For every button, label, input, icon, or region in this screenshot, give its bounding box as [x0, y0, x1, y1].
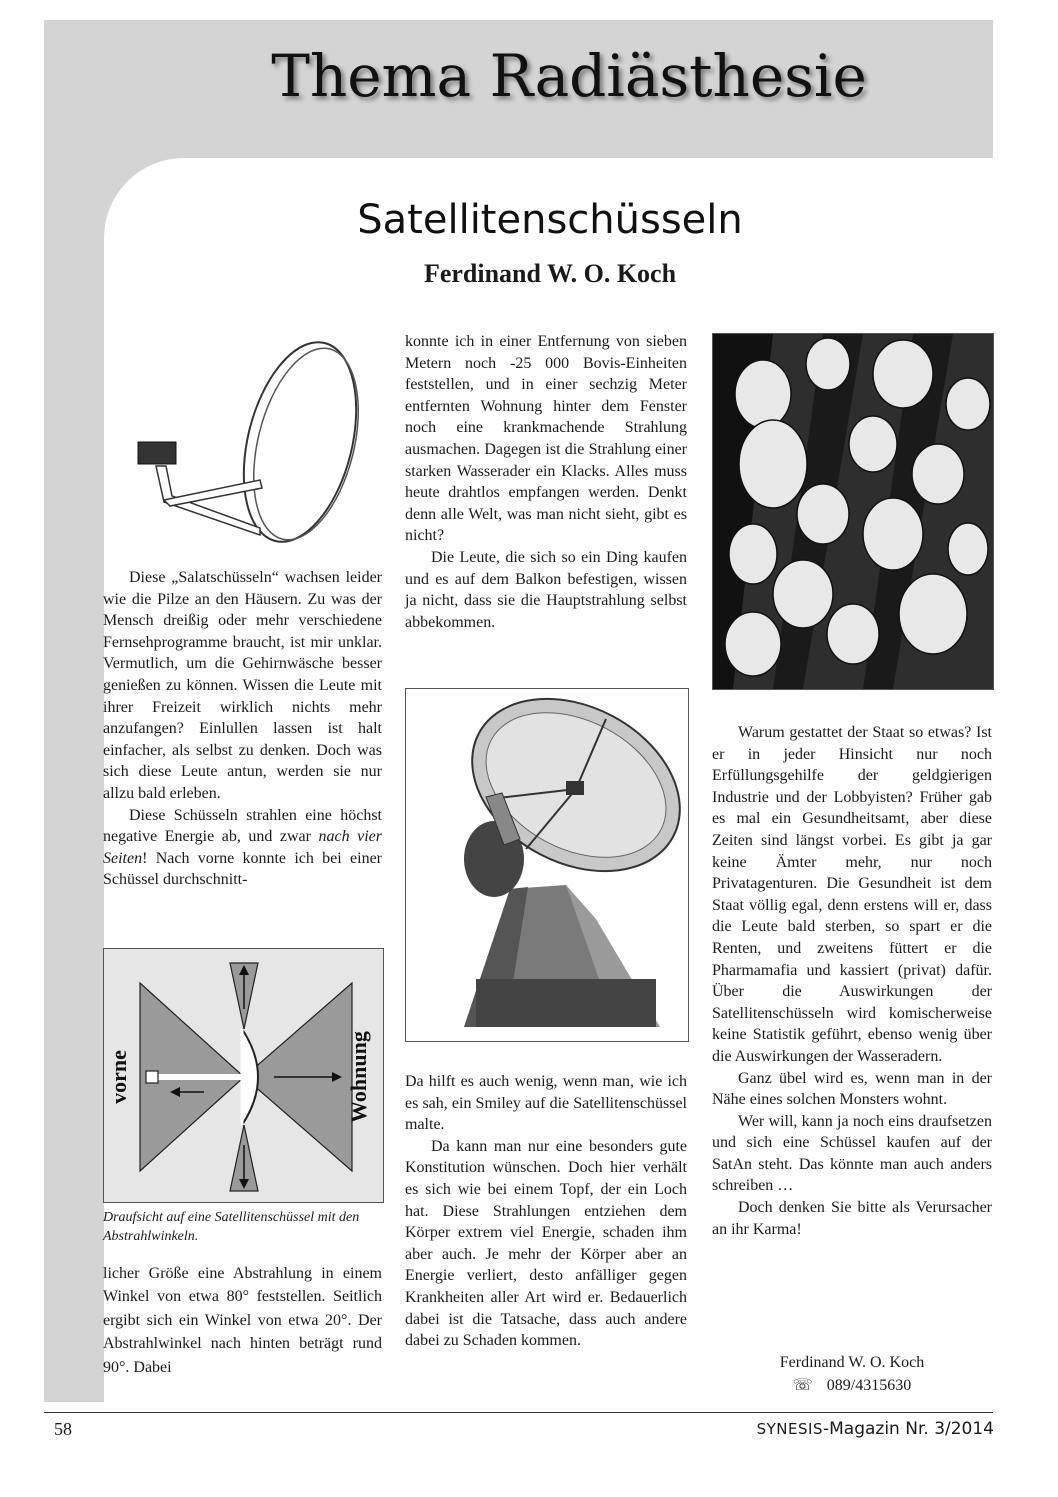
signature [712, 1352, 992, 1397]
section-title: Thema Radiästhesie [271, 42, 867, 110]
paragraph: Da hilft es auch wenig, wenn man, wie ich es sah, ein Smiley auf die Satellitenschüssel malte. [405, 1073, 687, 1134]
signature-name: Ferdinand W. O. Koch [779, 1354, 925, 1371]
many-dishes-photo [712, 333, 994, 690]
side-band [44, 20, 104, 1402]
diagram-caption: Draufsicht auf eine Satellitenschüssel mit den Abstrahlwinkeln. [103, 1210, 360, 1244]
magazine-brand: SYNESIS [756, 1420, 823, 1438]
label-front: vorne [106, 1050, 131, 1104]
large-dish-photo [405, 688, 689, 1042]
telephone-icon: ☏ [792, 1375, 813, 1394]
paragraph: Warum gestattet der Staat so etwas? Ist er in jeder Hinsicht nur noch Erfüllungsgehilfe der geldgierigen Industrie und der Lobbyisten? Früher gab es mal ein Gesundheitsamt, aber diese Zeiten sind längst vorbei. Es gibt ja gar keine Ämter mehr, nur noch Privatagenturen. Die Gesundheit ist dem Staat völlig egal, denn erstens will er, dass die Leute bald sterben, so spart er die Renten, und zweitens füttert er die Pharmamafia und kassiert (privat) dafür. Über die Auswirkungen der Satellitenschüsseln wird komischerweise keine Statistik geführt, ebenso wenig über die Auswirkungen der Wasseradern. [712, 724, 992, 1065]
text-run: Diese Schüsseln strahlen eine höchst negative Energie ab, und zwar [103, 806, 382, 846]
column-2-top [405, 331, 687, 633]
emphasis: nach vier Seiten [103, 828, 383, 867]
signature-phone-line [712, 1374, 992, 1397]
paragraph: Da kann man nur eine besonders gute Konstitution wünschen. Doch hier verhält es sich wie bei einem Topf, der ein Loch hat. Diese Strahlungen entziehen dem Körper extrem viel Energie, schaden ihm aber auch. Je mehr der Körper aber an Energie verliert, desto anfälliger gegen Krankheiten aller Art wird er. Bedauerlich dabei ist die Tatsache, dass auch andere dabei zu Schaden kommen. [405, 1137, 687, 1350]
phone-number: 089/4315630 [826, 1377, 912, 1394]
magazine-issue: -Magazin Nr. 3/2014 [822, 1419, 994, 1439]
label-back: Wohnung [346, 1031, 371, 1123]
band-curve [104, 158, 184, 238]
radiation-diagram [103, 948, 384, 1203]
text-run: ! Nach vorne konnte ich bei einer Schüssel durchschnitt- [103, 849, 382, 889]
dish-line-drawing [120, 330, 390, 555]
column-2-bottom [405, 1071, 687, 1352]
paragraph [103, 805, 382, 891]
paragraph: Diese „Salatschüsseln“ wachsen leider wie die Pilze an den Häusern. Zu was der Mensch dreißig oder mehr verschiedene Fernsehprogramme braucht, ist mir unklar. Vermutlich, um die Gehirnwäsche besser genießen zu können. Wissen die Leute mit ihrer Freizeit wirklich nichts mehr anzufangen? Einlullen lassen ist halt einfacher, als selbst zu denken. Doch was sich diese Leute antun, werden sie nur allzu bald erleben. [103, 569, 382, 802]
magazine-info [757, 1418, 994, 1440]
paragraph: licher Größe eine Abstrahlung in einem Winkel von etwa 80° feststellen. Seitlich ergibt sich ein Winkel von etwa 20°. Der Abstrahlwinkel nach hinten beträgt rund 90°. Dabei [103, 1265, 382, 1376]
paragraph: Doch denken Sie bitte als Verursacher an ihr Karma! [712, 1199, 992, 1238]
column-1-bottom [103, 1262, 382, 1379]
paragraph: Wer will, kann ja noch eins draufsetzen und sich eine Schüssel kaufen auf der SatAn steht. Das könnte man auch anders schreiben … [712, 1112, 992, 1195]
paragraph: Die Leute, die sich so ein Ding kaufen und es auf dem Balkon befestigen, wissen ja nicht, dass sie die Hauptstrahlung selbst abbekommen. [405, 548, 687, 631]
article-author: Ferdinand W. O. Koch [423, 259, 677, 288]
paragraph: konnte ich in einer Entfernung von sieben Metern noch -25 000 Bovis-Einheiten feststellen, und in einer sechzig Meter entfernten Wohnung hinter dem Fenster noch eine krankmachende Strahlung ausmachen. Dagegen ist die Strahlung einer starken Wasserader ein Klacks. Alles muss heute drahtlos empfangen werden. Denkt denn alle Welt, was man nicht sieht, gibt es nicht? [405, 333, 687, 545]
page-number: 58 [54, 1419, 72, 1439]
paragraph: Ganz übel wird es, wenn man in der Nähe eines solchen Monsters wohnt. [712, 1069, 992, 1109]
article-title: Satellitenschüsseln [357, 197, 743, 243]
column-1-top [103, 567, 382, 891]
footer-rule [44, 1412, 993, 1413]
column-3 [712, 722, 992, 1240]
